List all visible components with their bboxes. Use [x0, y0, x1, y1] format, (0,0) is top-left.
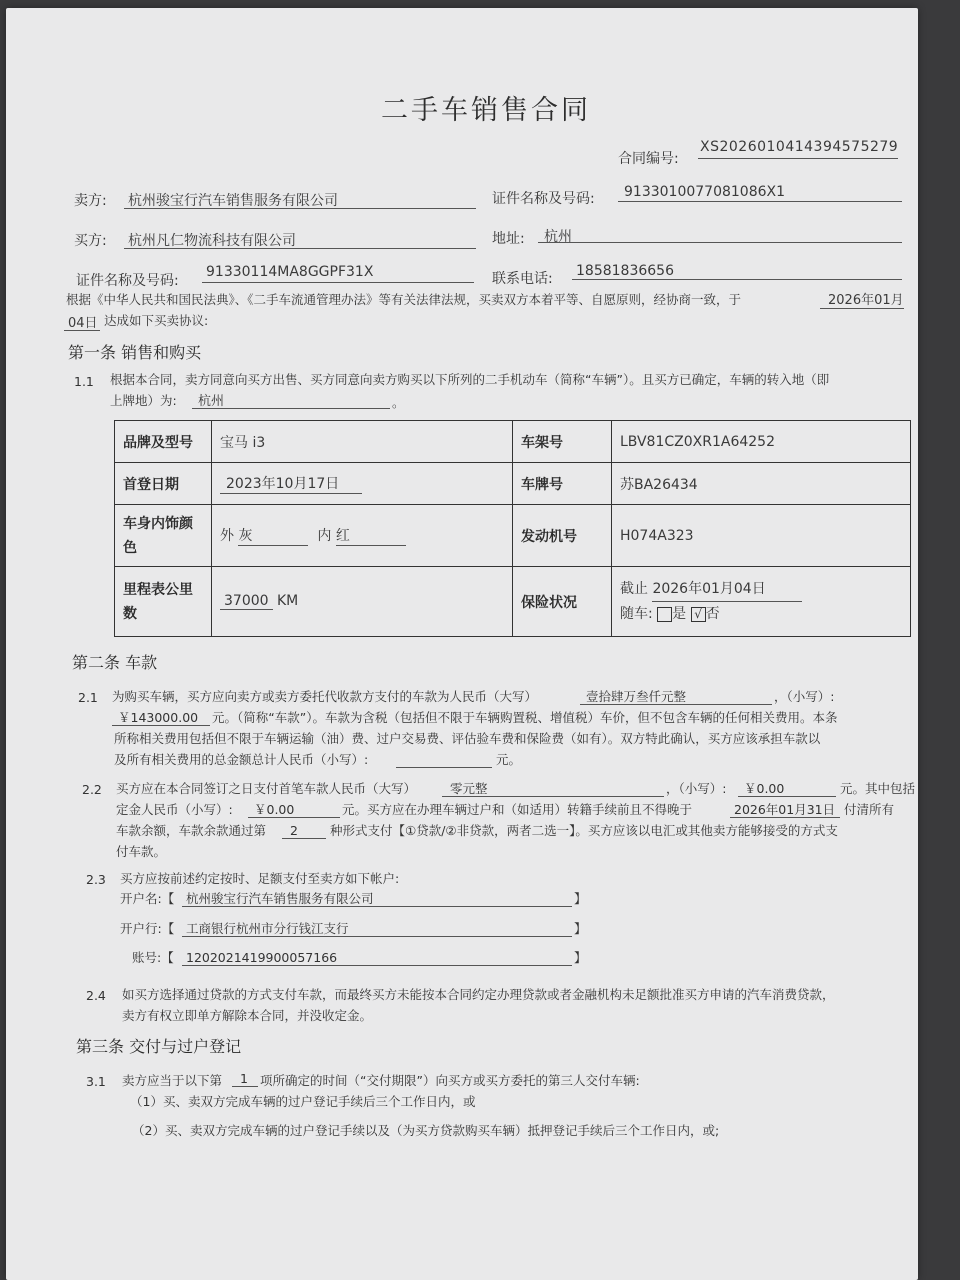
clause-2-2-lower-amount: ￥0.00: [744, 781, 785, 796]
clause-2-2-line-2c: 付清所有: [844, 802, 895, 817]
clause-1-1-text-2: 上牌地）为:: [110, 393, 177, 408]
mileage-label-2: 数: [123, 605, 137, 622]
mileage-unit: KM: [277, 593, 299, 609]
account-number-close: 】: [574, 950, 587, 965]
insurance-follow-label: 随车:: [620, 606, 653, 622]
exterior-label: 外: [220, 528, 234, 544]
clause-2-2-line-1b: ，（小写）:: [666, 781, 727, 796]
buyer-id-value: 91330114MA8GGPF31X: [206, 264, 374, 280]
vehicle-spec-table: [114, 420, 911, 637]
account-number: 1202021419900057166: [186, 950, 338, 965]
color-label-1: 车身内饰颜: [123, 515, 193, 532]
account-number-label: 账号:【: [132, 950, 174, 965]
plate-label: 车牌号: [513, 463, 612, 505]
clause-2-1-line-4-end: 元。: [496, 752, 522, 767]
reg-date-label: 首登日期: [115, 463, 212, 505]
reg-date-value: 2023年10月17日: [220, 473, 362, 494]
article-1-heading: 第一条 销售和购买: [68, 343, 202, 362]
clause-2-1-number: 2.1: [78, 690, 98, 705]
exterior-color: 灰: [238, 525, 308, 546]
color-label-2: 色: [123, 539, 137, 556]
intro-text: 根据《中华人民共和国民法典》、《二手车流通管理办法》等有关法律法规，买卖双方本着平等、自愿原则，经协商一致，于: [66, 292, 742, 307]
buyer-address-label: 地址:: [492, 231, 525, 247]
account-name-label: 开户名:【: [120, 891, 175, 906]
clause-2-2-line-1a: 买方应在本合同签订之日支付首笔车款人民币（大写）: [116, 781, 417, 796]
clause-2-2-line-1c: 元。其中包括: [840, 781, 916, 796]
seller-name: 杭州骏宝行汽车销售服务有限公司: [128, 193, 338, 209]
brand-label: 品牌及型号: [115, 421, 212, 463]
clause-2-4-line-2: 卖方有权立即单方解除本合同，并没收定金。: [122, 1008, 373, 1023]
buyer-label: 买方:: [74, 233, 107, 249]
clause-2-4-line-1: 如买方选择通过贷款的方式支付车款，而最终买方未能按本合同约定办理贷款或者金融机构未足额批准买方申请的汽车消费贷款，: [122, 987, 835, 1002]
insurance-prefix: 截止: [620, 581, 648, 597]
clause-3-1-number: 3.1: [86, 1074, 106, 1089]
yes-checkbox[interactable]: [657, 607, 672, 622]
vin-value: LBV81CZ0XR1A64252: [612, 421, 911, 463]
seller-id-value: 9133010077081086X1: [624, 184, 786, 200]
clause-2-2-date: 2026年01月31日: [734, 802, 836, 817]
buyer-name: 杭州凡仁物流科技有限公司: [128, 233, 296, 249]
mileage-label-1: 里程表公里: [123, 581, 193, 598]
clause-1-1-end: 。: [392, 395, 405, 410]
brand-value: 宝马 i3: [212, 421, 513, 463]
plate-value: 苏BA26434: [612, 463, 911, 505]
clause-1-1-number: 1.1: [74, 374, 94, 389]
interior-label: 内: [317, 528, 332, 544]
clause-2-1-line-1b: ，（小写）:: [774, 689, 835, 704]
vin-label: 车架号: [513, 421, 612, 463]
mileage-value: 37000: [220, 593, 273, 610]
clause-2-2-line-2a: 定金人民币（小写）:: [116, 802, 233, 817]
intro-date-1: 2026年01月: [828, 293, 904, 308]
buyer-id-label: 证件名称及号码:: [76, 273, 179, 289]
engine-label: 发动机号: [513, 505, 612, 567]
contract-no-label: 合同编号:: [618, 151, 679, 167]
bank-close: 】: [574, 921, 587, 936]
clause-2-1-lower-amount: ￥143000.00: [118, 710, 199, 725]
clause-2-2-line-3a: 车款余额，车款余款通过第: [116, 823, 267, 838]
clause-3-1-line-1a: 卖方应当于以下第: [122, 1073, 223, 1088]
clause-2-2-line-4: 付车款。: [116, 844, 167, 859]
engine-value: H074A323: [612, 505, 911, 567]
no-label: 否: [705, 606, 720, 622]
intro-date-2: 04日: [68, 316, 98, 331]
clause-1-1-place: 杭州: [198, 394, 225, 409]
interior-color: 红: [336, 525, 406, 546]
clause-2-2-method: 2: [290, 823, 298, 838]
account-name: 杭州骏宝行汽车销售服务有限公司: [186, 891, 374, 906]
clause-2-1-line-4: 及所有相关费用的总金额总计人民币（小写）:: [114, 752, 369, 767]
buyer-address-value: 杭州: [544, 229, 572, 245]
insurance-date: 2026年01月04日: [652, 577, 802, 602]
buyer-phone-value: 18581836656: [576, 263, 674, 279]
clause-2-1-line-1a: 为购买车辆，买方应向卖方或卖方委托代收款方支付的车款为人民币（大写）: [112, 689, 538, 704]
clause-2-4-number: 2.4: [86, 988, 106, 1003]
bank-name: 工商银行杭州市分行钱江支行: [186, 921, 349, 936]
clause-2-3-line-1: 买方应按前述约定按时、足额支付至卖方如下帐户:: [120, 871, 400, 886]
contract-page: [6, 8, 918, 1280]
bank-label: 开户行:【: [120, 921, 175, 936]
clause-2-1-upper-amount: 壹拾肆万叁仟元整: [586, 689, 687, 704]
insurance-label: 保险状况: [513, 567, 612, 637]
article-2-heading: 第二条 车款: [72, 653, 158, 672]
clause-2-1-line-2: 元。（简称“车款”）。车款为含税（包括但不限于车辆购置税、增值税）车价，但不包含车辆的任何相关费用。本条: [212, 710, 838, 725]
clause-2-2-line-3b: 种形式支付【①贷款/②非贷款，两者二选一】。买方应该以电汇或其他卖方能够接受的方式支: [330, 823, 838, 838]
clause-3-1-option-1: （1）买、卖双方完成车辆的过户登记手续后三个工作日内，或: [130, 1094, 476, 1109]
buyer-phone-label: 联系电话:: [492, 271, 553, 287]
clause-3-1-option-2: （2）买、卖双方完成车辆的过户登记手续以及（为买方贷款购买车辆）抵押登记手续后三个工作日内，或;: [132, 1123, 720, 1138]
clause-3-1-line-1b: 项所确定的时间（“交付期限”）向买方或买方委托的第三人交付车辆:: [260, 1073, 640, 1088]
article-3-heading: 第三条 交付与过户登记: [76, 1037, 242, 1056]
contract-no-value: XS2026010414394575279: [700, 139, 899, 155]
yes-label: 是: [672, 606, 687, 622]
no-checkbox[interactable]: √: [691, 607, 706, 622]
seller-label: 卖方:: [74, 193, 107, 209]
page-title: 二手车销售合同: [381, 95, 591, 126]
intro-text-2: 达成如下买卖协议:: [104, 313, 209, 328]
clause-2-2-upper-amount: 零元整: [450, 781, 488, 796]
seller-id-label: 证件名称及号码:: [492, 191, 595, 207]
clause-3-1-item: 1: [240, 1071, 248, 1086]
clause-2-3-number: 2.3: [86, 872, 106, 887]
clause-2-2-number: 2.2: [82, 782, 102, 797]
clause-2-1-line-3: 所称相关费用包括但不限于车辆运输（油）费、过户交易费、评估验车费和保险费（如有）。双方特此确认，买方应该承担车款以: [114, 731, 821, 746]
clause-2-2-deposit: ￥0.00: [254, 802, 295, 817]
clause-2-2-line-2b: 元。买方应在办理车辆过户和（如适用）转籍手续前且不得晚于: [342, 802, 693, 817]
clause-1-1-text: 根据本合同，卖方同意向买方出售、买方同意向卖方购买以下所列的二手机动车（简称“车辆”）。且买方已确定，车辆的转入地（即: [110, 372, 830, 387]
account-name-close: 】: [574, 891, 587, 906]
